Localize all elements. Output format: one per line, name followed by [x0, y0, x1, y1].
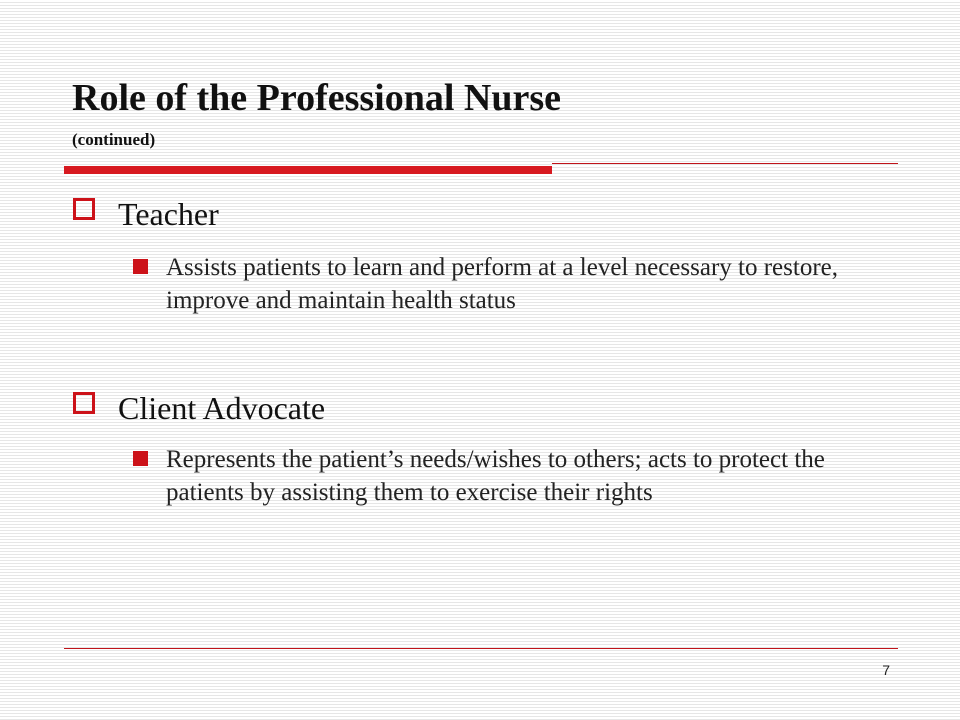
- slide-title: Role of the Professional Nurse: [72, 77, 562, 119]
- filled-square-bullet-icon: [133, 451, 148, 466]
- bullet-detail: Assists patients to learn and perform at a level necessary to restore, improve and maintain health status: [166, 254, 838, 314]
- hollow-square-bullet-icon: [73, 198, 95, 220]
- bullet-detail: Represents the patient’s needs/wishes to others; acts to protect the patients by assisting them to exercise their rights: [166, 446, 825, 506]
- bullet-heading: Teacher: [118, 196, 219, 232]
- hollow-square-bullet-icon: [73, 392, 95, 414]
- footer-divider-line: [64, 648, 898, 649]
- title-accent-bar: [64, 166, 552, 174]
- bullet-heading: Client Advocate: [118, 390, 326, 426]
- filled-square-bullet-icon: [133, 259, 148, 274]
- title-divider-line: [552, 163, 898, 164]
- slide-subtitle: (continued): [72, 130, 156, 149]
- page-number: 7: [882, 662, 890, 678]
